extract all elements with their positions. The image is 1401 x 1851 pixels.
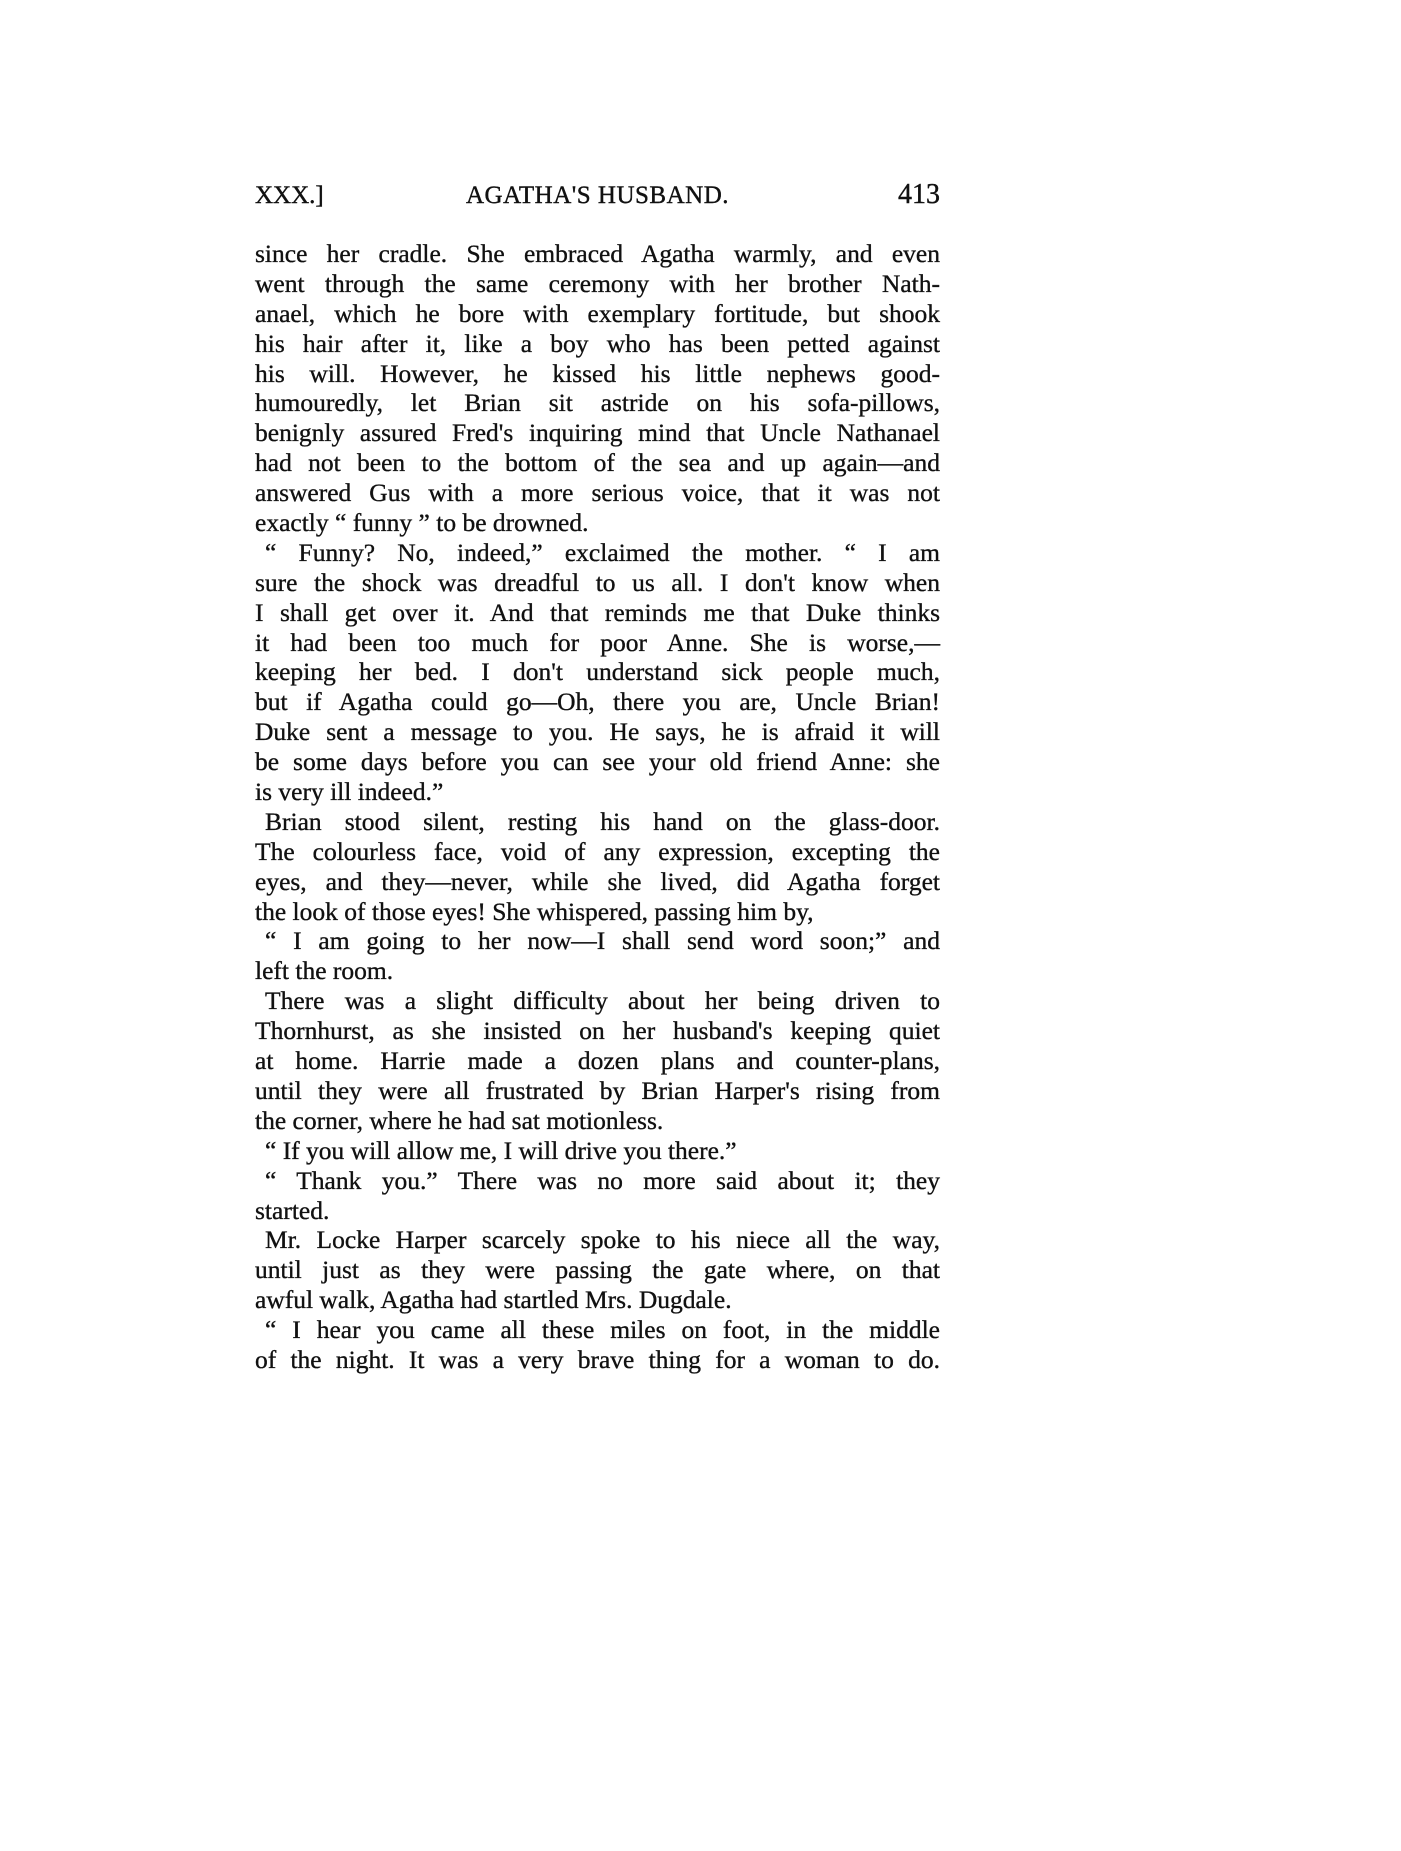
text-line: left the room. (255, 956, 394, 986)
text-line: “ I am going to her now—I shall send word soon;” and (265, 926, 940, 956)
chapter-number: XXX.] (255, 182, 324, 209)
text-line: benignly assured Fred's inquiring mind that Uncle Nathanael (255, 418, 940, 448)
text-line: Duke sent a message to you. He says, he is afraid it will (255, 717, 940, 747)
text-line: exactly “ funny ” to be drowned. (255, 508, 589, 538)
text-line: it had been too much for poor Anne. She is worse,— (255, 627, 940, 657)
text-line: Thornhurst, as she insisted on her husband's keeping quiet (255, 1016, 940, 1046)
text-line: but if Agatha could go—Oh, there you are, Uncle Brian! (255, 687, 940, 717)
text-line: had not been to the bottom of the sea and up again—and (255, 448, 940, 478)
text-line: The colourless face, void of any expression, excepting the (255, 836, 940, 866)
text-line: be some days before you can see your old friend Anne: she (255, 747, 940, 777)
page-body-text (255, 239, 940, 1375)
text-line: awful walk, Agatha had startled Mrs. Dugdale. (255, 1285, 732, 1315)
text-line: eyes, and they—never, while she lived, did Agatha forget (255, 866, 940, 896)
text-line: “ Funny? No, indeed,” exclaimed the mother. “ I am (265, 537, 940, 567)
text-line: the look of those eyes! She whispered, passing him by, (255, 896, 814, 926)
running-header (255, 179, 940, 214)
text-line: his hair after it, like a boy who has been petted against (255, 328, 940, 358)
text-line: at home. Harrie made a dozen plans and counter-plans, (255, 1046, 940, 1076)
text-line: “ Thank you.” There was no more said about it; they (265, 1165, 940, 1195)
text-line: sure the shock was dreadful to us all. I don't know when (255, 567, 940, 597)
text-line: Mr. Locke Harper scarcely spoke to his niece all the way, (265, 1225, 940, 1255)
page-number: 413 (898, 179, 940, 210)
text-line: is very ill indeed.” (255, 777, 444, 807)
text-line: “ If you will allow me, I will drive you there.” (265, 1135, 737, 1165)
text-line: humouredly, let Brian sit astride on his sofa-pillows, (255, 388, 940, 418)
text-line: his will. However, he kissed his little nephews good- (255, 358, 940, 388)
text-line: the corner, where he had sat motionless. (255, 1105, 664, 1135)
text-line: “ I hear you came all these miles on foot, in the middle (265, 1315, 940, 1345)
text-line: until just as they were passing the gate where, on that (255, 1255, 940, 1285)
text-line: Brian stood silent, resting his hand on the glass-door. (265, 806, 940, 836)
text-line: until they were all frustrated by Brian Harper's rising from (255, 1075, 940, 1105)
text-line: anael, which he bore with exemplary fortitude, but shook (255, 298, 940, 328)
text-line: There was a slight difficulty about her being driven to (265, 986, 940, 1016)
text-line: started. (255, 1195, 330, 1225)
text-line: keeping her bed. I don't understand sick people much, (255, 657, 940, 687)
text-line: went through the same ceremony with her brother Nath- (255, 268, 940, 298)
text-line: answered Gus with a more serious voice, that it was not (255, 478, 940, 508)
text-line: I shall get over it. And that reminds me that Duke thinks (255, 597, 940, 627)
running-title: AGATHA'S HUSBAND. (465, 182, 730, 209)
text-line: since her cradle. She embraced Agatha warmly, and even (255, 239, 940, 268)
text-line: of the night. It was a very brave thing for a woman to do. (255, 1344, 940, 1374)
